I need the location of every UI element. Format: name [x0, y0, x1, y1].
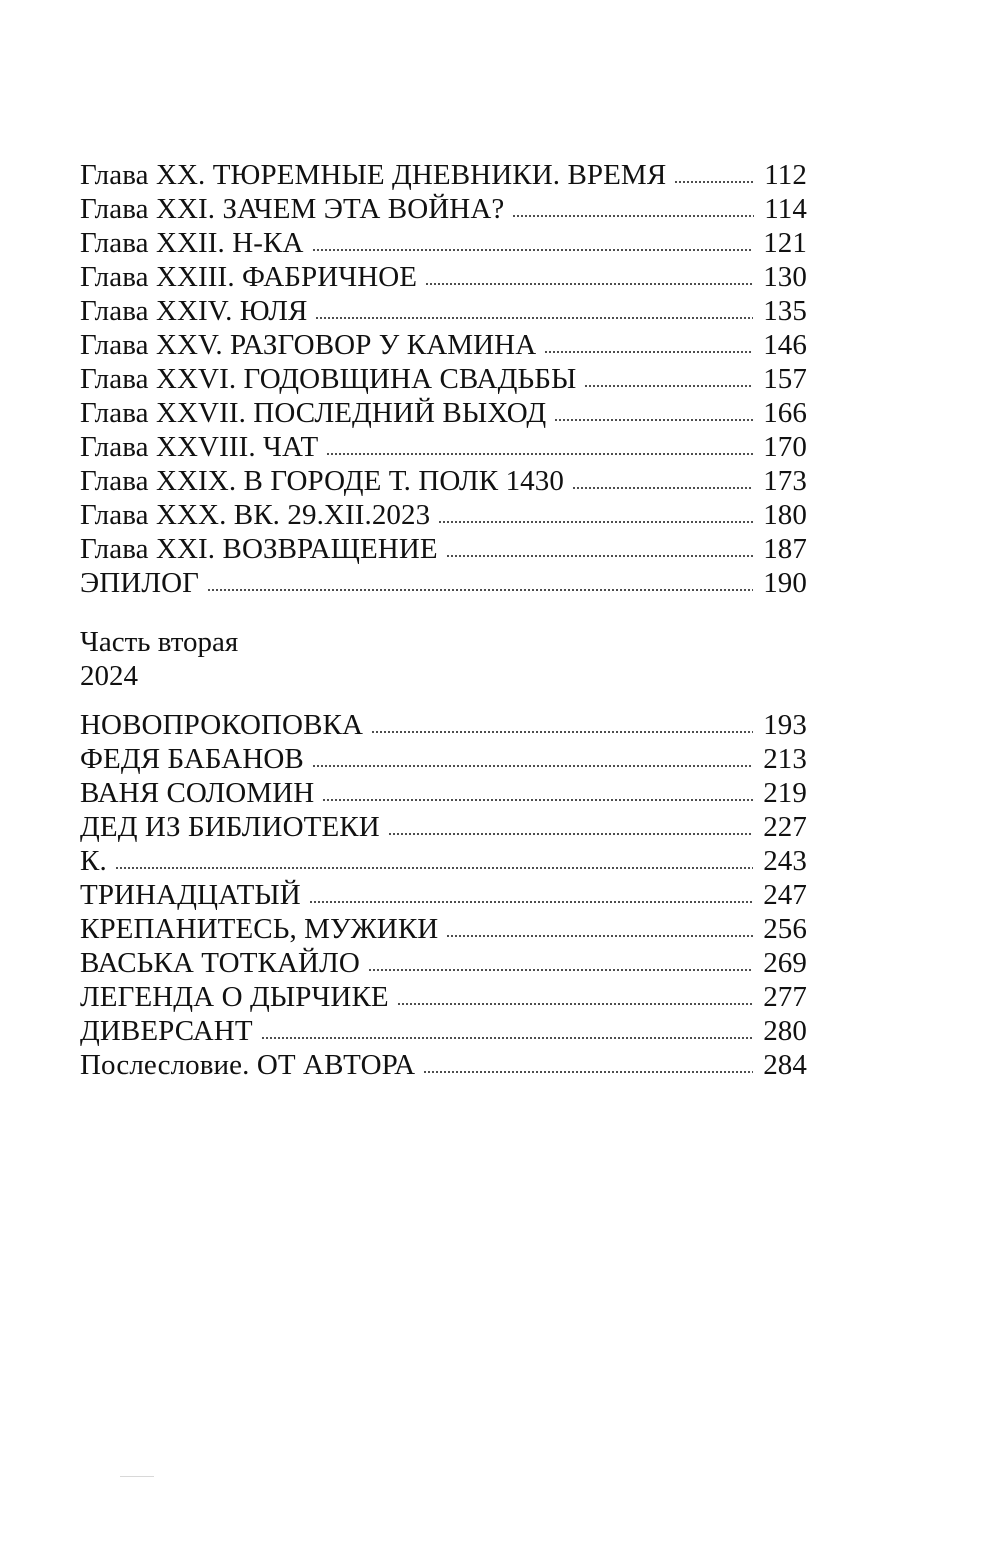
- toc-entry-page-number: 180: [763, 499, 807, 531]
- toc-entry: [80, 708, 807, 742]
- toc-entry: [80, 742, 807, 776]
- toc-entry-page-number: 227: [763, 811, 807, 843]
- toc-entry-title: ЛЕГЕНДА О ДЫРЧИКЕ: [80, 981, 389, 1013]
- dotted-leader: [315, 317, 753, 319]
- toc-entry-title: ВАНЯ СОЛОМИН: [80, 777, 315, 809]
- dotted-leader: [397, 1003, 753, 1005]
- toc-entry-page-number: 146: [763, 329, 807, 361]
- part-two-year: 2024: [80, 660, 138, 692]
- toc-entry-page-number: 284: [763, 1049, 807, 1081]
- dotted-leader: [446, 555, 753, 557]
- toc-entry-page-number: 135: [763, 295, 807, 327]
- toc-entry-page-number: 112: [764, 159, 807, 191]
- dotted-leader: [584, 385, 753, 387]
- toc-entry-page-number: 170: [763, 431, 807, 463]
- toc-entry: [80, 464, 807, 498]
- toc-entry-page-number: 243: [763, 845, 807, 877]
- toc-entry-title: Глава XXIV. ЮЛЯ: [80, 295, 308, 327]
- dotted-leader: [115, 867, 753, 869]
- toc-entry-title: ДЕД ИЗ БИБЛИОТЕКИ: [80, 811, 380, 843]
- toc-entry-page-number: 190: [763, 567, 807, 599]
- toc-entry: [80, 532, 807, 566]
- dotted-leader: [674, 181, 754, 183]
- toc-entry-page-number: 219: [763, 777, 807, 809]
- toc-entry: [80, 226, 807, 260]
- toc-entry-title: Послесловие. ОТ АВТОРА: [80, 1049, 416, 1081]
- dotted-leader: [425, 283, 753, 285]
- scan-artifact-mark: [120, 1476, 154, 1477]
- toc-entry: [80, 260, 807, 294]
- toc-entry-title: Глава XXX. ВК. 29.XII.2023: [80, 499, 431, 531]
- toc-entry: [80, 912, 807, 946]
- toc-entry: [80, 1014, 807, 1048]
- dotted-leader: [544, 351, 753, 353]
- toc-entry-page-number: 256: [763, 913, 807, 945]
- toc-entry-page-number: 157: [763, 363, 807, 395]
- toc-entry-page-number: 114: [764, 193, 807, 225]
- toc-entry-title: ФЕДЯ БАБАНОВ: [80, 743, 304, 775]
- dotted-leader: [312, 765, 753, 767]
- toc-entry-title: НОВОПРОКОПОВКА: [80, 709, 364, 741]
- toc-entry: [80, 878, 807, 912]
- toc-entry-page-number: 277: [763, 981, 807, 1013]
- toc-entry-title: Глава XXV. РАЗГОВОР У КАМИНА: [80, 329, 537, 361]
- dotted-leader: [438, 521, 753, 523]
- toc-entry-title: Глава XXVII. ПОСЛЕДНИЙ ВЫХОД: [80, 397, 547, 429]
- toc-entry-title: К.: [80, 845, 107, 877]
- toc-entry-title: Глава XX. ТЮРЕМНЫЕ ДНЕВНИКИ. ВРЕМЯ: [80, 159, 667, 191]
- toc-entry-title: Глава XXVI. ГОДОВЩИНА СВАДЬБЫ: [80, 363, 577, 395]
- toc-entry: [80, 946, 807, 980]
- toc-entry-title: КРЕПАНИТЕСЬ, МУЖИКИ: [80, 913, 439, 945]
- toc-entry-page-number: 130: [763, 261, 807, 293]
- part-two-heading-block: [80, 625, 807, 693]
- toc-entry: [80, 980, 807, 1014]
- toc-entry-title: Глава XXI. ВОЗВРАЩЕНИЕ: [80, 533, 438, 565]
- toc-entry: [80, 328, 807, 362]
- toc-entry: [80, 396, 807, 430]
- toc-entry: [80, 192, 807, 226]
- toc-entry: [80, 294, 807, 328]
- dotted-leader: [554, 419, 753, 421]
- toc-entry: [80, 566, 807, 600]
- toc-entry-title: ЭПИЛОГ: [80, 567, 200, 599]
- toc-entry: [80, 776, 807, 810]
- dotted-leader: [326, 453, 753, 455]
- toc-entry-title: ТРИНАДЦАТЫЙ: [80, 879, 301, 911]
- toc-entry-title: Глава XXIII. ФАБРИЧНОЕ: [80, 261, 418, 293]
- dotted-leader: [261, 1037, 754, 1039]
- dotted-leader: [368, 969, 753, 971]
- toc-entry-page-number: 213: [763, 743, 807, 775]
- dotted-leader: [572, 487, 753, 489]
- dotted-leader: [309, 901, 753, 903]
- toc-entry-title: Глава XXVIII. ЧАТ: [80, 431, 319, 463]
- toc-entry-page-number: 166: [763, 397, 807, 429]
- toc-entry-page-number: 247: [763, 879, 807, 911]
- toc-entry-page-number: 269: [763, 947, 807, 979]
- toc-entry-title: Глава XXIX. В ГОРОДЕ Т. ПОЛК 1430: [80, 465, 564, 497]
- dotted-leader: [207, 589, 753, 591]
- toc-entry: [80, 498, 807, 532]
- toc-entry-title: ДИВЕРСАНТ: [80, 1015, 253, 1047]
- dotted-leader: [512, 215, 754, 217]
- toc-entry: [80, 1048, 807, 1082]
- toc-part-one-list: [80, 158, 807, 600]
- toc-entry-page-number: 193: [763, 709, 807, 741]
- toc-entry-title: Глава XXII. Н-КА: [80, 227, 304, 259]
- toc-entry: [80, 362, 807, 396]
- dotted-leader: [371, 731, 753, 733]
- dotted-leader: [388, 833, 753, 835]
- toc-entry-page-number: 121: [763, 227, 807, 259]
- dotted-leader: [423, 1071, 753, 1073]
- toc-entry-page-number: 187: [763, 533, 807, 565]
- toc-entry-title: ВАСЬКА ТОТКАЙЛО: [80, 947, 360, 979]
- dotted-leader: [446, 935, 753, 937]
- toc-part-two-list: [80, 708, 807, 1082]
- dotted-leader: [312, 249, 754, 251]
- toc-entry-page-number: 280: [763, 1015, 807, 1047]
- toc-entry: [80, 430, 807, 464]
- toc-entry: [80, 158, 807, 192]
- toc-entry: [80, 810, 807, 844]
- toc-entry-title: Глава XXI. ЗАЧЕМ ЭТА ВОЙНА?: [80, 193, 505, 225]
- dotted-leader: [322, 799, 753, 801]
- toc-entry: [80, 844, 807, 878]
- part-two-heading: Часть вторая: [80, 626, 239, 658]
- toc-entry-page-number: 173: [763, 465, 807, 497]
